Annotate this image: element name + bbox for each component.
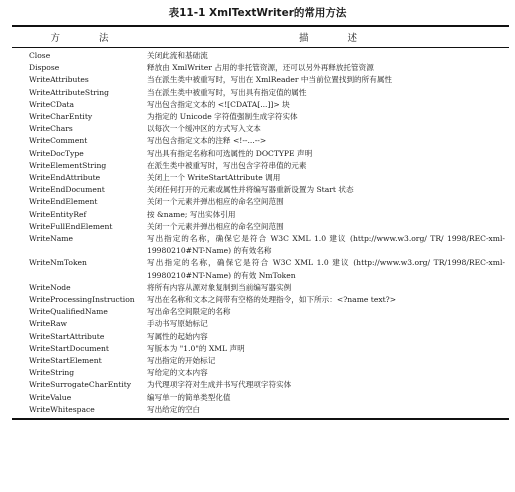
table-row [12, 62, 509, 74]
table-row [12, 233, 509, 257]
method-name-cell: WriteEntityRef [29, 209, 87, 219]
method-name-cell: WriteAttributes [29, 75, 89, 85]
method-name-cell: Close [29, 51, 51, 60]
method-name-cell: WriteChars [29, 124, 73, 134]
method-description-cell: 写出在名称和文本之间带有空格的处理指令，如下所示：<?name text?> [147, 295, 397, 305]
method-description-cell: 为代理项字符对生成并书写代理项字符实体 [147, 380, 292, 390]
method-description-cell: 写出包含指定文本的 <![CDATA[...]]> 块 [147, 99, 290, 109]
table-row [12, 172, 509, 184]
method-description-cell: 写属性的起始内容 [147, 331, 208, 341]
method-description-cell: 写出具有指定名称和可选属性的 DOCTYPE 声明 [147, 148, 313, 158]
method-description-cell: 按 &name; 写出实体引用 [147, 209, 236, 219]
table-row [12, 331, 509, 343]
method-name-cell: WriteString [29, 368, 75, 378]
method-name-cell: WriteNode [29, 282, 71, 292]
table-row [12, 87, 509, 99]
methods-table [12, 25, 509, 420]
method-name-cell: WriteElementString [29, 160, 107, 170]
table-caption: 表11-1 XmlTextWriter的常用方法 [168, 7, 347, 19]
table-row [12, 99, 509, 111]
table-row [12, 148, 509, 160]
table-row [12, 209, 509, 221]
table-row [12, 343, 509, 355]
method-description-cell: 编写单一的简单类型化值 [147, 392, 231, 402]
table-row [12, 306, 509, 318]
method-description-cell: 关闭一个元素并弹出相应的命名空间范围 [147, 197, 284, 207]
method-name-cell: WriteCharEntity [29, 112, 93, 122]
method-description-cell: 释放由 XmlWriter 占用的非托管资源，还可以另外再释放托管资源 [147, 63, 374, 73]
method-name-cell: WriteAttributeString [29, 87, 109, 97]
table-row [12, 221, 509, 233]
table-row [12, 160, 509, 172]
method-name-cell: WriteStartElement [29, 356, 102, 366]
method-description-cell: 关闭一个元素并弹出相应的命名空间范围 [147, 221, 284, 231]
method-description-cell: 以每次一个缓冲区的方式写入文本 [147, 124, 261, 134]
method-name-cell: Dispose [29, 63, 60, 73]
method-name-cell: WriteSurrogateCharEntity [29, 380, 132, 390]
table-row [12, 135, 509, 147]
method-description-cell: 当在派生类中被重写时，写出具有指定值的属性 [147, 87, 307, 97]
table-row [12, 111, 509, 123]
table-row [12, 123, 509, 135]
method-name-cell: WriteEndAttribute [29, 173, 101, 183]
method-name-cell: WriteNmToken [29, 258, 87, 268]
table-row [12, 404, 509, 416]
table-row [12, 50, 509, 62]
method-description-cell: 写出指定的名称，确保它是符合 W3C XML 1.0 建议 (http://www.w3.org/ TR/ 1998/REC-xml-19980210#NT-Name) 的有效名称 [147, 234, 505, 256]
method-name-cell: WriteRaw [29, 319, 67, 329]
method-description-cell: 将所有内容从源对象复制到当前编写器实例 [147, 282, 292, 292]
table-row [12, 257, 509, 281]
method-name-cell: WriteProcessingInstruction [29, 295, 135, 305]
method-description-cell: 写出指定的开始标记 [147, 356, 216, 366]
table-row [12, 184, 509, 196]
method-description-cell: 当在派生类中被重写时，写出在 XmlReader 中当前位置找到的所有属性 [147, 75, 393, 85]
table-body [12, 48, 509, 418]
table-row [12, 196, 509, 208]
method-description-cell: 写版本为 "1.0"的 XML 声明 [147, 343, 245, 353]
method-description-cell: 写出给定的空白 [147, 404, 201, 414]
method-description-cell: 为指定的 Unicode 字符值强制生成字符实体 [147, 112, 298, 122]
method-description-cell: 关闭此流和基础流 [147, 51, 208, 60]
method-name-cell: WriteValue [29, 392, 72, 402]
method-description-cell: 在派生类中被重写时，写出包含字符串值的元素 [147, 160, 307, 170]
column-header-description: 描 述 [298, 33, 376, 44]
method-name-cell: WriteDocType [29, 148, 84, 158]
method-description-cell: 写出命名空间限定的名称 [147, 307, 231, 317]
table-row [12, 379, 509, 391]
method-name-cell: WriteEndDocument [29, 185, 105, 195]
method-name-cell: WriteComment [29, 136, 88, 146]
method-description-cell: 关闭上一个 WriteStartAttribute 调用 [147, 173, 281, 183]
method-description-cell: 关闭任何打开的元素或属性并将编写器重新设置为 Start 状态 [147, 185, 354, 195]
method-name-cell: WriteName [29, 234, 73, 244]
table-header [12, 27, 509, 47]
method-description-cell: 写出指定的名称，确保它是符合 W3C XML 1.0 建议 (http://www.w3.org/ TR/1998/REC-xml-19980210#NT-Name) 的有效 NmToken [147, 258, 505, 280]
table-row [12, 355, 509, 367]
method-name-cell: WriteCData [29, 99, 75, 109]
table-bottom-rule [12, 418, 509, 420]
table-row [12, 392, 509, 404]
table-row [12, 367, 509, 379]
table-row [12, 282, 509, 294]
method-name-cell: WriteFullEndElement [29, 221, 113, 231]
method-description-cell: 手动书写原始标记 [147, 319, 208, 329]
column-header-method: 方 法 [50, 33, 127, 44]
table-row [12, 294, 509, 306]
method-description-cell: 写给定的文本内容 [147, 368, 208, 378]
table-row [12, 318, 509, 330]
method-name-cell: WriteWhitespace [29, 404, 95, 414]
method-name-cell: WriteQualifiedName [29, 307, 108, 317]
method-name-cell: WriteStartAttribute [29, 331, 105, 341]
method-name-cell: WriteEndElement [29, 197, 98, 207]
method-name-cell: WriteStartDocument [29, 343, 109, 353]
table-row [12, 74, 509, 86]
method-description-cell: 写出包含指定文本的注释 <!--...--> [147, 136, 267, 146]
